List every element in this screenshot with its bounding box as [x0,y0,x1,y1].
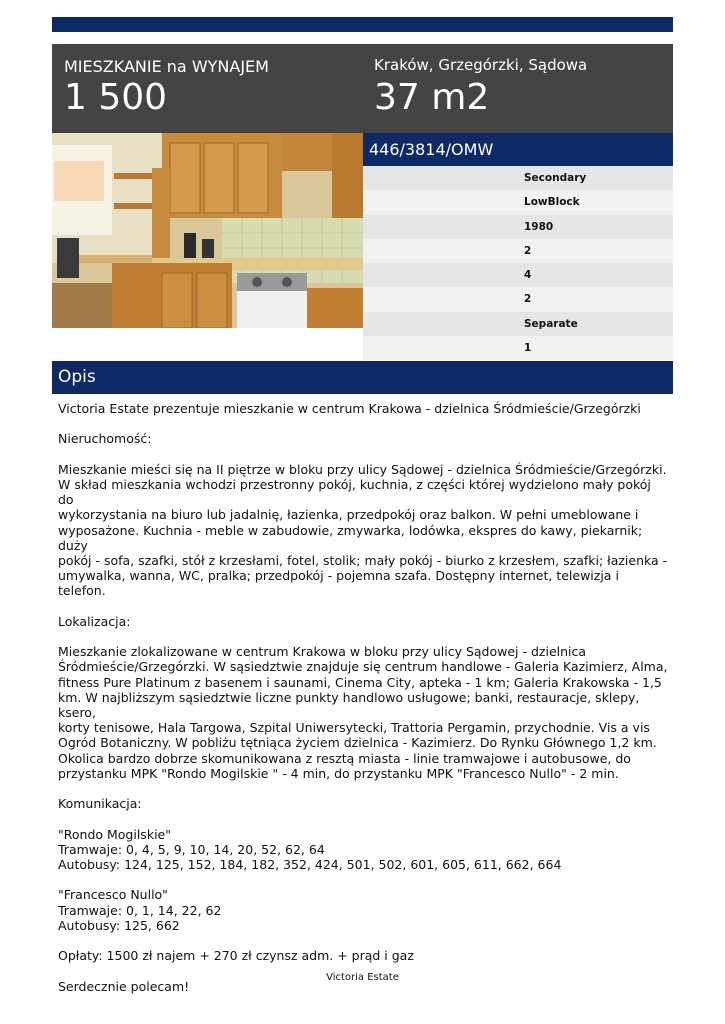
attribute-row [363,190,673,214]
desc-line: Mieszkanie zlokalizowane w centrum Krakowa w bloku przy ulicy Sądowej - dzielnica [58,644,587,660]
desc-line: Śródmieście/Grzegórzki. W sąsiedztwie znajduje się centrum handlowe - Galeria Kazimierz, Alma, [58,659,668,675]
desc-line: korty tenisowe, Hala Targowa, Szpital Uniwersytecki, Trattoria Pergamin, przychodnie. Vis a vis [58,720,650,736]
desc-line: fitness Pure Platinum z basenem i saunami, Cinema City, apteka - 1 km; Galeria Krakowska - 1,5 [58,674,662,690]
attribute-value: 1 [524,342,532,355]
description-heading-bar [52,361,673,394]
listing-location: Kraków, Grzegórzki, Sądowa [374,56,588,74]
desc-line: Okolica bardzo dobrze skomunikowana z resztą miasta - linie tramwajowe i autobusowe, do [58,750,631,766]
desc-line: Autobusy: 125, 662 [58,917,180,933]
attribute-value: 2 [524,244,532,257]
description-heading: Opis [58,367,96,387]
attribute-row [363,287,673,311]
desc-line: "Rondo Mogilskie" [58,826,171,842]
footer-agency: Victoria Estate [326,972,399,983]
reference-number-bar [363,133,673,166]
desc-line: Autobusy: 124, 125, 152, 184, 182, 352, 424, 501, 502, 601, 605, 611, 662, 664 [58,857,562,872]
attribute-value: Secondary [524,172,587,184]
desc-line: pokój - sofa, szafki, stół z krzesłami, fotel, stolik; mały pokój - biurko z krzesłem, szafki; łazienka - [58,553,668,568]
desc-line: umywalka, wanna, WC, pralka; przedpokój - pojemna szafa. Dostępny internet, telewizja i telefon. [58,568,619,599]
desc-line: Komunikacja: [58,796,142,812]
desc-line: Lokalizacja: [58,613,131,629]
desc-line: Mieszkanie mieści się na II piętrze w bloku przy ulicy Sądowej - dzielnica Śródmieście/Grzegórzki. [58,461,667,477]
listing-photo [52,133,363,328]
attribute-row [363,239,673,263]
top-accent-bar [52,17,673,32]
header-left [64,44,354,133]
desc-line: Tramwaje: 0, 1, 14, 22, 62 [58,902,222,918]
header-right [374,44,664,133]
desc-line: Nieruchomość: [58,431,152,447]
attributes-table [363,166,673,360]
listing-header [52,44,673,133]
attribute-value: 4 [524,269,532,282]
desc-line: Opłaty: 1500 zł najem + 270 zł czynsz adm. + prąd i gaz [58,948,414,964]
desc-line: km. W najbliższym sąsiedztwie liczne punkty handlowo usługowe; banki, restauracje, sklepy, ksero, [58,689,640,720]
desc-line: wykorzystania na biuro lub jadalnię, łazienka, przedpokój oraz balkon. W pełni umeblowane i [58,507,639,523]
desc-line: wyposażone. Kuchnia - meble w zabudowie, zmywarka, lodówka, ekspres do kawy, piekarnik; duży [58,522,643,553]
desc-line: Tramwaje: 0, 4, 5, 9, 10, 14, 20, 52, 62, 64 [58,841,325,857]
listing-price: 1 500 [64,77,168,118]
description-text [58,401,670,994]
listing-area: 37 m2 [374,77,490,118]
attribute-row [363,336,673,360]
reference-number: 446/3814/OMW [369,140,494,159]
listing-type: MIESZKANIE na WYNAJEM [64,57,269,76]
desc-line: Serdecznie polecam! [58,978,190,994]
desc-line: "Francesco Nullo" [58,887,168,903]
attribute-row [363,215,673,239]
desc-line: Victoria Estate prezentuje mieszkanie w centrum Krakowa - dzielnica Śródmieście/Grzegórzki [58,401,641,416]
attribute-row [363,263,673,287]
attribute-value: 2 [524,293,532,306]
desc-line: Ogród Botaniczny. W pobliżu tętniąca życiem dzielnica - Kazimierz. Do Rynku Głównego 1,2 km. [58,735,657,751]
attribute-value: LowBlock [524,196,580,209]
attribute-value: Separate [524,317,578,330]
attribute-value: 1980 [524,220,554,233]
attribute-row [363,166,673,190]
desc-line: przystanku MPK "Rondo Mogilskie " - 4 min, do przystanku MPK "Francesco Nullo" - 2 min. [58,765,619,781]
desc-line: W skład mieszkania wchodzi przestronny pokój, kuchnia, z części której wydzielono mały pokój do [58,476,651,508]
attribute-row [363,312,673,336]
